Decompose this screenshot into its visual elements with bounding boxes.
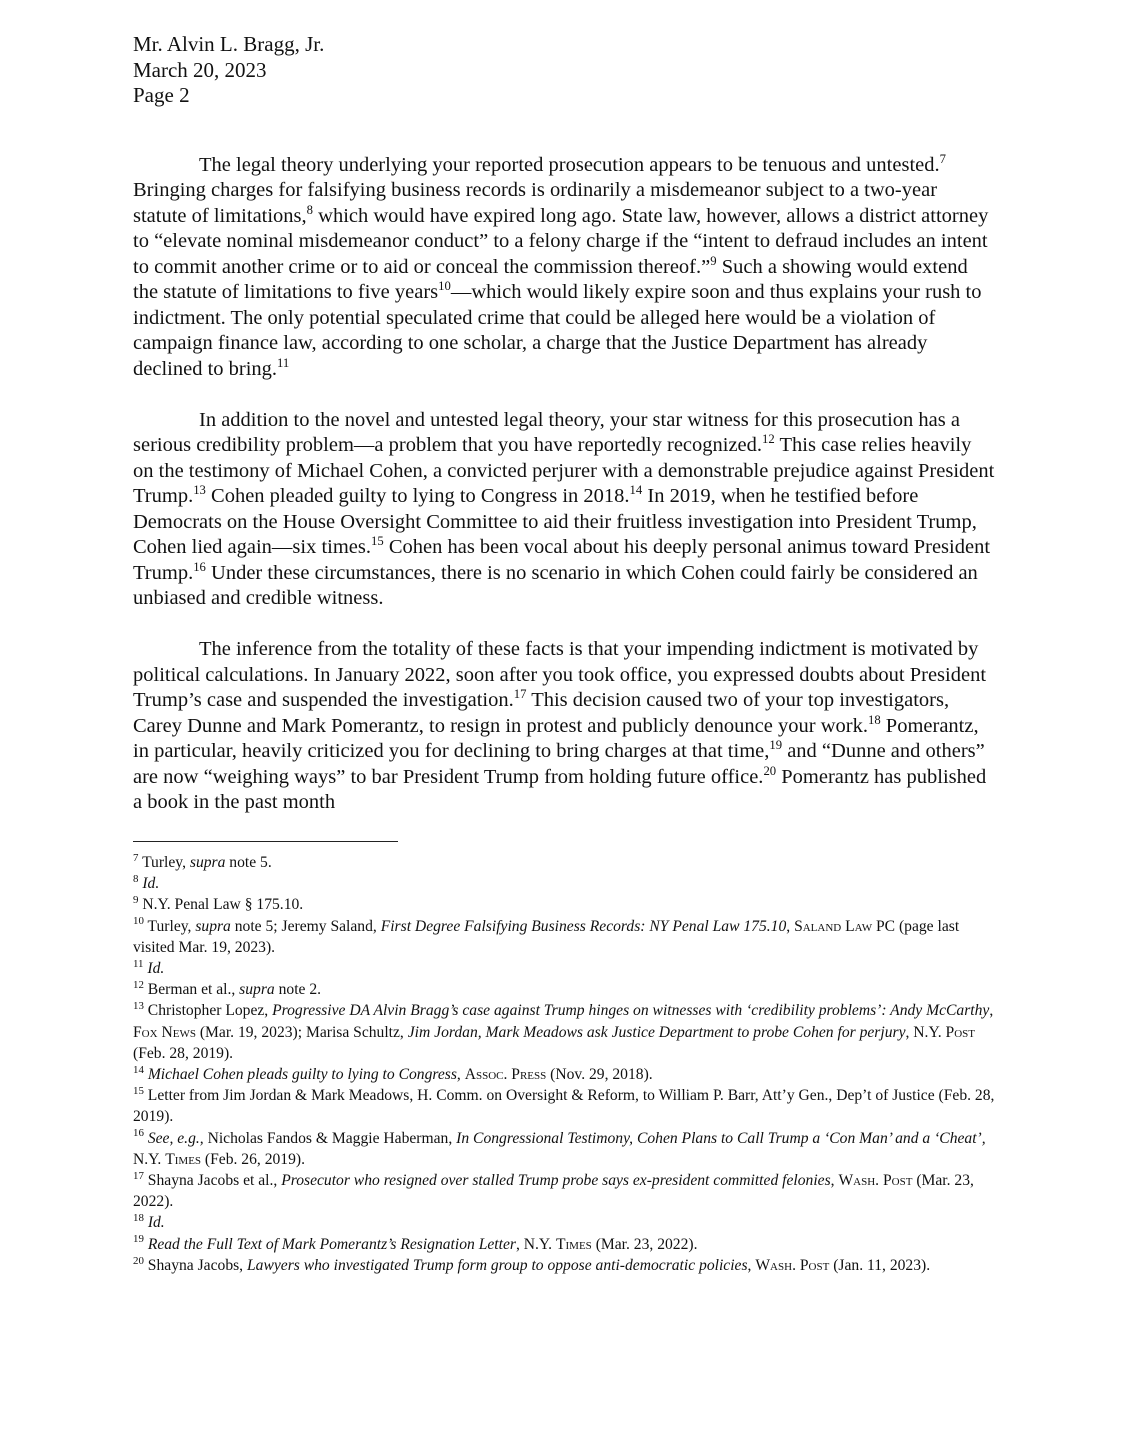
footnote (133, 1085, 995, 1127)
footnote (133, 873, 995, 894)
footnote-number: 18 (133, 1212, 144, 1225)
citation-title: supra (239, 981, 275, 999)
footnote-text: Nicholas Fandos & Maggie Haberman, (203, 1129, 457, 1147)
footnote-text: note 5; Jeremy Saland, (230, 917, 381, 935)
footnote-number: 7 (133, 851, 139, 864)
footnote-ref: 14 (629, 483, 643, 498)
citation-title: See, e.g., (147, 1129, 204, 1147)
paragraph-text: In 2019, when he testified before Democrats on the House Oversight Committee to aid their fruitless investigation into President Trump, Cohen lied again—six times. (133, 485, 977, 558)
footnote (133, 1255, 995, 1276)
publication-name: Assoc. Press (464, 1066, 547, 1084)
footnote-number: 10 (133, 915, 144, 928)
footnote (133, 1234, 995, 1255)
footnote (133, 1170, 995, 1212)
footnote-ref: 18 (867, 712, 881, 727)
footnote-text: Christopher Lopez, (143, 1002, 273, 1020)
footnote-text: Shayna Jacobs, (143, 1256, 247, 1274)
publication-name: Wash. Post (755, 1256, 830, 1274)
citation-title: Michael Cohen pleads guilty to lying to Congress (147, 1066, 457, 1084)
footnote-ref: 10 (438, 279, 451, 294)
footnote-text: (Feb. 26, 2019). (201, 1150, 305, 1168)
citation-title: Read the Full Text of Mark Pomerantz’s Resignation Letter (147, 1235, 516, 1253)
paragraph-text: Pomerantz, in particular, heavily criticized you for declining to bring charges at that time, (133, 714, 979, 762)
footnote-number: 11 (133, 957, 144, 970)
footnote-number: 19 (133, 1233, 144, 1246)
footnote (133, 1064, 995, 1085)
paragraph-text: The inference from the totality of these facts is that your impending indictment is motivated by political calculations. In January 2022, soon after you took office, you expressed doubts about President Trump’s case and suspended the investigation. (133, 638, 987, 711)
footnote-text: N.Y. Penal Law § 175.10. (138, 896, 304, 914)
citation-title: supra (195, 917, 231, 935)
footnote-number: 16 (133, 1127, 144, 1140)
publication-name: Times (165, 1150, 202, 1168)
footnote-text: Letter from Jim Jordan & Mark Meadows, H. Comm. on Oversight & Reform, to William P. Barr, Att’y Gen., Dep’t of Justice (Feb. 28, 2019). (133, 1087, 995, 1126)
body-paragraph (133, 408, 995, 612)
paragraph-text: This decision caused two of your top investigators, Carey Dunne and Mark Pomerantz, to resign in protest and publicly denounce your work. (133, 689, 950, 737)
paragraph-text: Such a showing would extend the statute of limitations to five years (133, 255, 968, 303)
footnote-text: (Nov. 29, 2018). (546, 1066, 653, 1084)
footnote-number: 20 (133, 1254, 144, 1267)
footnote (133, 1000, 995, 1064)
letter-header (133, 32, 995, 109)
citation-title: Progressive DA Alvin Bragg’s case against Trump hinges on witnesses with ‘credibility problems’: Andy McCarthy (272, 1002, 990, 1020)
footnote-ref: 15 (371, 534, 384, 549)
paragraph-text: which would have expired long ago. State law, however, allows a district attorney to “elevate nominal misdemeanor conduct” to a felony charge if the “intent to defraud includes an intent to commit another crime or to aid or conceal the commission thereof.” (133, 204, 989, 278)
footnote-text: (Jan. 11, 2023). (829, 1256, 931, 1274)
footnote-text: (page last visited Mar. 19, 2023). (133, 917, 960, 956)
footnote (133, 916, 995, 958)
citation-title: Lawyers who investigated Trump form group to oppose anti-democratic policies (246, 1256, 748, 1274)
paragraph-text: and “Dunne and others” are now “weighing ways” to bar President Trump from holding future office. (133, 740, 985, 788)
footnote-text: Turley, (138, 854, 190, 871)
footnote-number: 14 (133, 1063, 144, 1076)
footnote-number: 8 (133, 873, 139, 886)
footnote-ref: 11 (277, 355, 290, 370)
footnote-text: , (747, 1256, 756, 1274)
paragraph-text: In addition to the novel and untested legal theory, your star witness for this prosecution has a serious credibility problem—a problem that you have reportedly recognized. (133, 408, 960, 456)
footnote-text: Berman et al., (143, 981, 240, 999)
footnote-number: 12 (133, 979, 144, 992)
footnote-text: , (786, 917, 795, 935)
footnote-ref: 17 (513, 687, 527, 702)
citation-title: supra (189, 854, 226, 871)
paragraph-text: Cohen has been vocal about his deeply personal animus toward President Trump. (133, 536, 991, 584)
footnote (133, 1212, 995, 1233)
paragraph-text: This case relies heavily on the testimony of Michael Cohen, a convicted perjurer with a demonstrable prejudice against President Trump. (133, 434, 995, 507)
paragraph-text: The legal theory underlying your reported prosecution appears to be tenuous and untested. (199, 153, 940, 176)
footnote-divider (133, 841, 398, 842)
paragraph-text: Cohen pleaded guilty to lying to Congress in 2018. (205, 485, 630, 507)
citation-title: Id. (147, 1214, 165, 1232)
footnotes (133, 852, 995, 1276)
citation-title: Id. (142, 875, 160, 893)
footnote (133, 958, 995, 979)
footnote-text: Turley, (143, 917, 196, 935)
footnote-number: 15 (133, 1085, 144, 1098)
footnote-text: (Mar. 19, 2023); Marisa Schultz, (195, 1023, 408, 1041)
footnote-text: note 2. (274, 981, 322, 999)
footnote-text: , N.Y. (515, 1235, 556, 1253)
publication-name: Times (555, 1235, 592, 1253)
footnote-ref: 12 (762, 432, 775, 447)
footnote-text: (Feb. 28, 2019). (133, 1044, 234, 1062)
paragraph-text: Pomerantz has published a book in the past month (133, 765, 987, 813)
citation-title: Prosecutor who resigned over stalled Trump probe says ex-president committed felonies (281, 1172, 831, 1190)
footnote-text: Shayna Jacobs et al., (143, 1172, 282, 1190)
footnote-number: 13 (133, 1000, 144, 1013)
page-number: Page 2 (133, 83, 190, 107)
footnote-ref: 16 (193, 559, 206, 574)
body-paragraph (133, 637, 995, 816)
letter-body (133, 153, 995, 816)
footnote-text: note 5. (225, 854, 272, 871)
footnote-number: 17 (133, 1169, 144, 1182)
publication-name: Fox News (133, 1023, 196, 1041)
footnote-text: , (830, 1172, 839, 1190)
publication-name: Post (945, 1023, 975, 1041)
paragraph-text: Under these circumstances, there is no scenario in which Cohen could fairly be considered an unbiased and credible witness. (133, 561, 978, 609)
recipient-name: Mr. Alvin L. Bragg, Jr. (133, 32, 325, 56)
footnote-ref: 9 (710, 253, 717, 268)
publication-name: Saland Law PC (794, 917, 896, 935)
footnote-text: (Mar. 23, 2022). (133, 1172, 974, 1211)
citation-title: Jim Jordan, Mark Meadows ask Justice Department to probe Cohen for perjury (407, 1023, 906, 1041)
footnote-text: , N.Y. (905, 1023, 946, 1041)
footnote-text: (Mar. 23, 2022). (591, 1235, 698, 1253)
footnote-number: 9 (133, 894, 139, 907)
citation-title: Id. (147, 960, 165, 978)
footnote (133, 979, 995, 1000)
footnote-text: , (456, 1066, 465, 1084)
paragraph-text: —which would likely expire soon and thus explains your rush to indictment. The only potential speculated crime that could be alleged here would be a violation of campaign finance law, according to one scholar, a charge that the Justice Department has already declined to bring. (133, 281, 982, 380)
footnote (133, 894, 995, 915)
footnote-ref: 19 (769, 738, 783, 753)
footnote (133, 1128, 995, 1170)
citation-title: First Degree Falsifying Business Records: NY Penal Law 175.10 (380, 917, 787, 935)
citation-title: In Congressional Testimony, Cohen Plans to Call Trump a ‘Con Man’ and a ‘Cheat’, (456, 1129, 986, 1147)
footnote-text: N.Y. (133, 1150, 166, 1168)
footnote (133, 852, 995, 873)
footnote-ref: 7 (939, 151, 946, 166)
letter-date: March 20, 2023 (133, 57, 267, 82)
footnote-ref: 13 (193, 483, 206, 498)
body-paragraph (133, 153, 995, 383)
paragraph-text: Bringing charges for falsifying business records is ordinarily a misdemeanor subject to a two-year statute of limitations, (133, 179, 938, 227)
publication-name: Wash. Post (838, 1172, 913, 1190)
footnote-ref: 8 (306, 202, 314, 217)
footnote-ref: 20 (763, 763, 777, 778)
footnote-text: , (989, 1002, 994, 1020)
